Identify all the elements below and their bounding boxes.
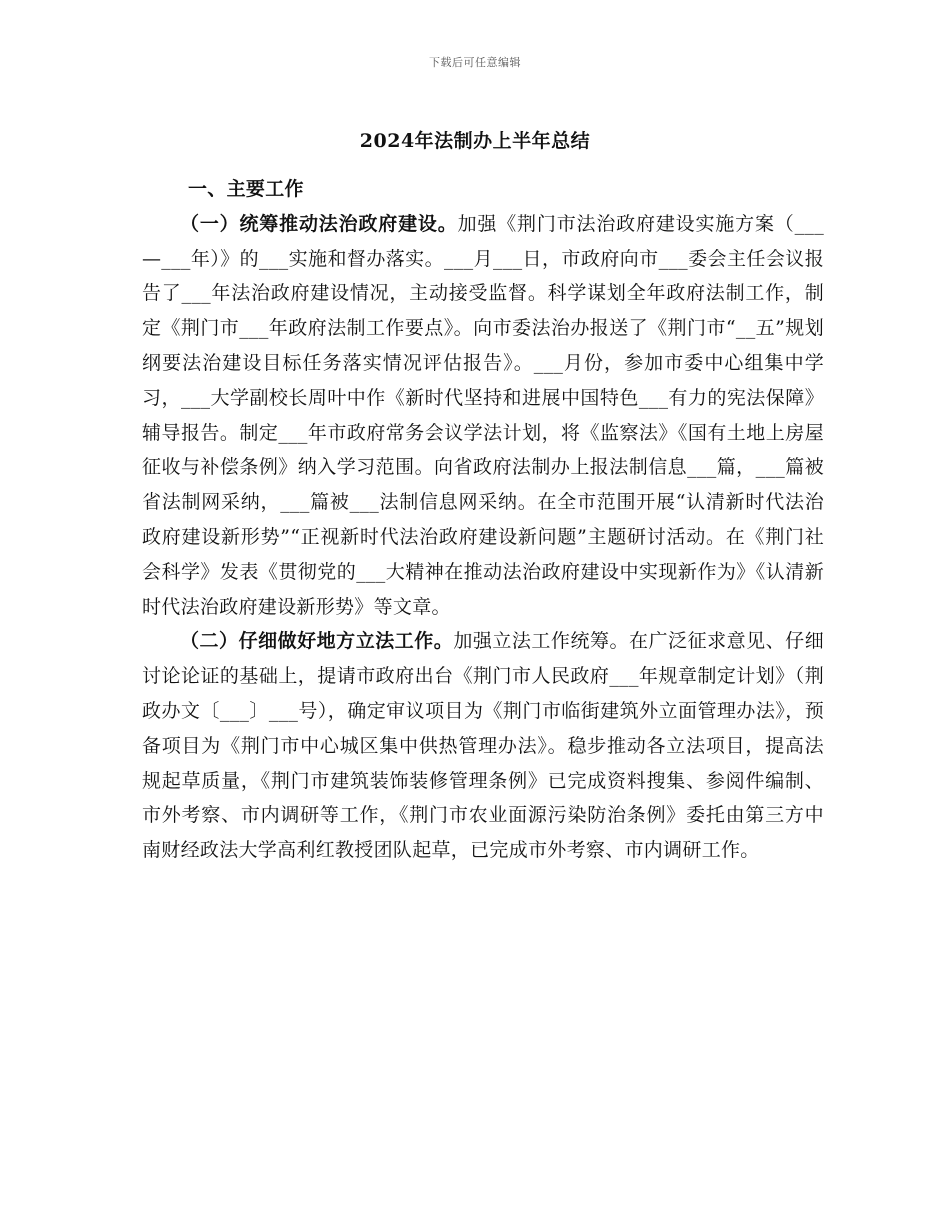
section-heading: 一、主要工作 <box>188 178 304 200</box>
document-body <box>142 172 824 868</box>
paragraph-1-lead: （一）统筹推动法治政府建设。 <box>180 212 458 235</box>
paragraph-2-text: 加强立法工作统筹。在广泛征求意见、仔细讨论论证的基础上，提请市政府出台《荆门市人民政府___年规章制定计划》（荆政办文〔___〕___号），确定审议项目为《荆门市临街建筑外立面管理办法》，预备项目为《荆门市中心城区集中供热管理办法》。稳步推动各立法项目，提高法规起草质量，《荆门市建筑装饰装修管理条例》已完成资料搜集、参阅件编制、市外考察、市内调研等工作，《荆门市农业面源污染防治条例》委托由第三方中南财经政法大学高利红教授团队起草，已完成市外考察、市内调研工作。 <box>142 630 825 862</box>
paragraph-1 <box>142 207 824 625</box>
header-note: 下载后可任意编辑 <box>429 56 521 69</box>
paragraph-2 <box>142 624 824 868</box>
page-title: 2024年法制办上半年总结 <box>359 130 591 152</box>
paragraph-1-text: 加强《荆门市法治政府建设实施方案（___—___年）》的___实施和督办落实。___月___日，市政府向市___委会主任会议报告了___年法治政府建设情况，主动接受监督。科学谋划全年政府法制工作，制定《荆门市___年政府法制工作要点》。向市委法治办报送了《荆门市“__五”规划纲要法治建设目标任务落实情况评估报告》。___月份，参加市委中心组集中学习，___大学副校长周叶中作《新时代坚持和进展中国特色___有力的宪法保障》辅导报告。制定___年市政府常务会议学法计划，将《监察法》《国有土地上房屋征收与补偿条例》纳入学习范围。向省政府法制办上报法制信息___篇，___篇被省法制网采纳，___篇被___法制信息网采纳。在全市范围开展“认清新时代法治政府建设新形势”“正视新时代法治政府建设新问题”主题研讨活动。在《荆门社会科学》发表《贯彻党的___大精神在推动法治政府建设中实现新作为》《认清新时代法治政府建设新形势》等文章。 <box>142 212 824 618</box>
paragraph-2-lead: （二）仔细做好地方立法工作。 <box>180 630 454 653</box>
